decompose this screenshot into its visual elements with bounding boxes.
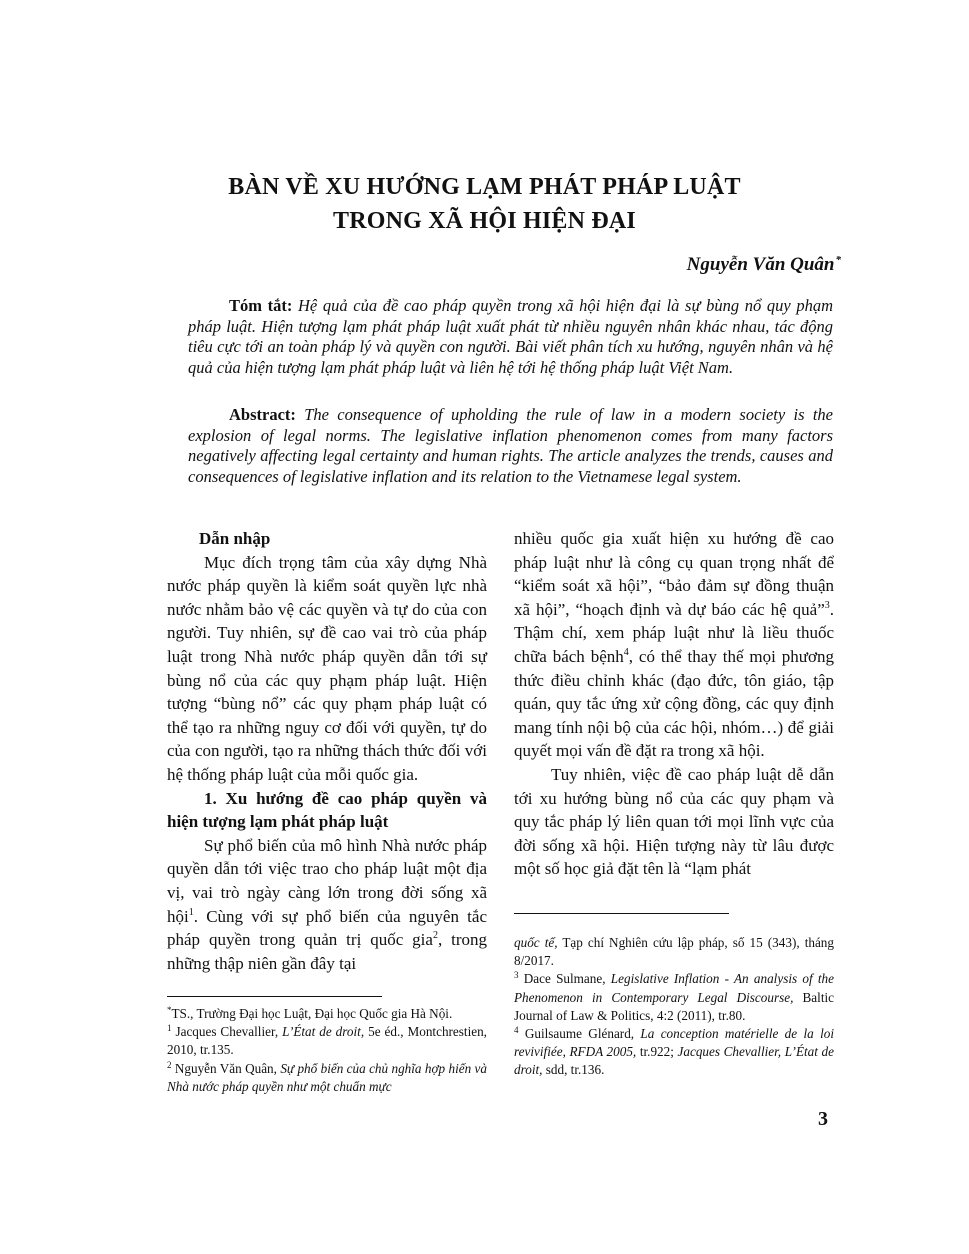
page-number: 3 [818, 1108, 828, 1130]
author-footnote-mark: * [835, 254, 841, 266]
abstract-en-text: The consequence of upholding the rule of law in a modern society is the explosion of legal norms. The legislative inflation phenomenon comes from many factors negatively affecting legal certainty and human rights. The article analyzes the trends, causes and consequences of legislative inflation and its relation to the Vietnamese legal system. [188, 405, 834, 486]
para-text: . Cùng với sự phổ biến của nguyên tắc pháp quyền trong quản trị quốc gia [167, 906, 487, 950]
footnote-italic: Sự phổ biến của chủ nghĩa hợp hiến và Nhà nước pháp quyền như một chuẩn mực [167, 1060, 487, 1094]
footnote-divider-left [167, 996, 382, 997]
footnote-text: Guilsaume Glénard, [518, 1026, 641, 1042]
footnote-star [167, 1005, 487, 1023]
footnote-3 [514, 970, 834, 1025]
footnote-text: Dace Sulmane, [518, 971, 611, 987]
footnote-italic: Jacques Chevallier, L’État de droit, [514, 1044, 834, 1078]
footnote-4 [514, 1025, 834, 1080]
footnote-text: Baltic Journal of Law & Politics, 4:2 (2011), tr.80. [514, 989, 835, 1023]
article-title [0, 170, 969, 238]
footnote-text: Nguyễn Văn Quân, [171, 1060, 281, 1076]
footnote-2-continued [514, 934, 834, 970]
footnote-mark: * [167, 1005, 172, 1015]
continued-paragraph [514, 527, 834, 763]
footnote-italic: quốc tế, [514, 935, 558, 950]
footnote-ref-2: 2 [432, 930, 438, 942]
right-column [514, 527, 834, 881]
footnote-1 [167, 1023, 487, 1059]
author-byline [687, 254, 841, 276]
abstract-english [188, 405, 833, 487]
footnote-text: tr.922; [636, 1044, 678, 1060]
para-text: , trong những thập niên gần đây tại [167, 930, 487, 973]
footnote-italic: L’État de droit, [282, 1024, 365, 1040]
footnote-mark: 3 [514, 970, 519, 981]
section-1-heading: 1. Xu hướng đề cao pháp quyền và hiện tượng lạm phát pháp luật [167, 788, 487, 832]
section-1-paragraph [167, 834, 487, 976]
paragraph-legislative-inflation: Tuy nhiên, việc đề cao pháp luật dễ dẫn tới xu hướng bùng nổ của các quy phạm và quy tắc pháp lý liên quan tới mọi lĩnh vực của đời sống xã hội. Hiện tượng này từ lâu được một số học giả đặt tên là “lạm phát [514, 764, 834, 879]
footnote-ref-1: 1 [188, 906, 194, 918]
abstract-vn-text: Hệ quả của đề cao pháp quyền trong xã hội hiện đại là sự bùng nổ quy phạm pháp luật. Hiện tượng lạm phát pháp luật xuất phát từ nhiều nguyên nhân khác nhau, tác động tiêu cực tới an toàn pháp lý và quyền con người. Bài viết phân tích xu hướng, nguyên nhân và hệ quả của hiện tượng lạm phát pháp luật và liên hệ tới hệ thống pháp luật Việt Nam. [188, 296, 833, 377]
footnote-text: sdd, tr.136. [542, 1062, 605, 1078]
footnotes-left [167, 1005, 487, 1096]
abstract-vietnamese [188, 296, 833, 378]
author-name: Nguyễn Văn Quân [686, 254, 835, 275]
footnote-text: Jacques Chevallier, [171, 1024, 283, 1040]
footnote-text: 5e éd., Montchrestien, 2010, tr.135. [167, 1024, 487, 1058]
intro-heading: Dẫn nhập [199, 529, 271, 548]
intro-paragraph: Mục đích trọng tâm của xây dựng Nhà nước pháp quyền là kiểm soát quyền lực nhà nước nhằm bảo vệ các quyền và tự do của con người. Tuy nhiên, sự đề cao vai trò của pháp luật trong Nhà nước pháp quyền dẫn tới sự bùng nổ của các quy phạm pháp luật. Hiện tượng “bùng nổ” các quy phạm pháp luật có thể tạo ra những nguy cơ đối với quyền, tự do của con người, tạo ra những thách thức đối với hệ thống pháp luật của mỗi quốc gia. [167, 552, 487, 784]
footnote-text: Tạp chí Nghiên cứu lập pháp, số 15 (343), tháng 8/2017. [514, 935, 834, 969]
footnote-mark: 2 [167, 1059, 172, 1070]
footnote-mark: 4 [514, 1025, 519, 1036]
abstract-en-label: Abstract: [229, 405, 296, 424]
left-column [167, 527, 487, 975]
para-text: nhiều quốc gia xuất hiện xu hướng đề cao pháp luật như là công cụ quan trọng nhất để “kiểm soát xã hội”, “bảo đảm sự đồng thuận xã hội”, “hoạch định và dự báo các hệ quả” [514, 529, 834, 619]
para-text: Sự phổ biến của mô hình Nhà nước pháp quyền dẫn tới việc trao cho pháp luật một địa vị, vai trò ngày càng lớn trong đời sống xã hội [167, 835, 487, 926]
para-text: . Thậm chí, xem pháp luật như là liều thuốc chữa bách bệnh [514, 599, 834, 666]
title-line-2: TRONG XÃ HỘI HIỆN ĐẠI [333, 208, 636, 234]
footnote-divider-right [514, 913, 729, 914]
footnote-text: TS., Trường Đại học Luật, Đại học Quốc gia Hà Nội. [171, 1006, 453, 1021]
abstract-vn-label: Tóm tắt: [229, 296, 293, 315]
footnote-2 [167, 1060, 487, 1096]
title-line-1: BÀN VỀ XU HƯỚNG LẠM PHÁT PHÁP LUẬT [228, 174, 741, 200]
footnote-italic: La conception matérielle de la loi revivifiée, RFDA 2005, [514, 1026, 834, 1060]
footnotes-right [514, 934, 834, 1080]
footnote-mark: 1 [167, 1023, 172, 1034]
footnote-italic: Legislative Inflation - An analysis of the Phenomenon in Contemporary Legal Discourse, [514, 971, 834, 1005]
para-text: , có thể thay thế mọi phương thức điều chỉnh khác (đạo đức, tôn giáo, tập quán, quy tắc ứng xử cộng đồng, các quy định mang tính nội bộ của các hội, nhóm…) để giải quyết mọi vấn đề đặt ra trong xã hội. [514, 646, 834, 761]
footnote-ref-3: 3 [824, 599, 830, 611]
footnote-ref-4: 4 [623, 646, 629, 658]
